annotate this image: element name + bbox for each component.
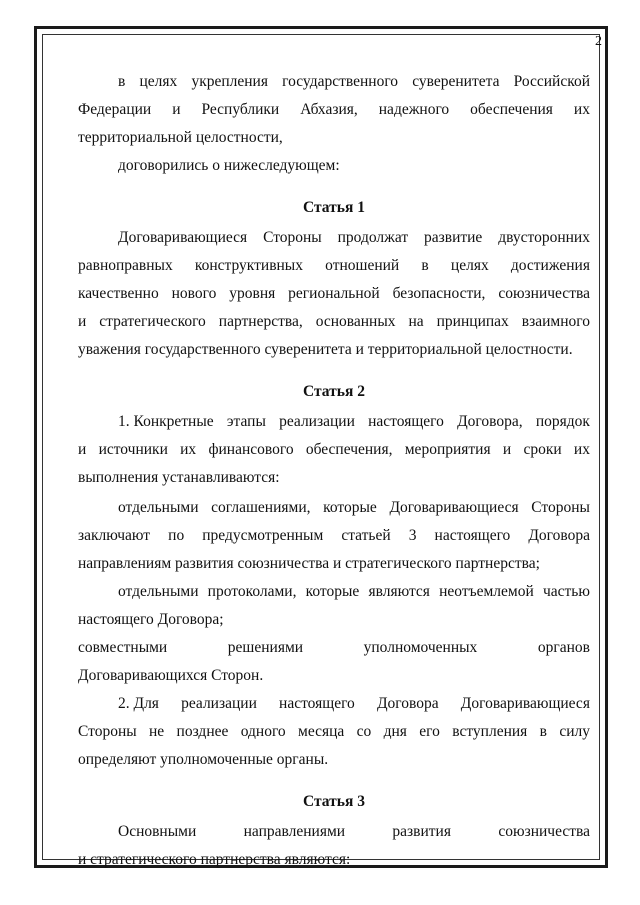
word: мероприятия: [404, 441, 491, 458]
word: сроки: [523, 441, 562, 458]
word: Стороны: [531, 499, 590, 516]
word: заключают: [78, 527, 151, 544]
article-2-p5-line-2: [78, 722, 590, 742]
page-number: 2: [595, 34, 602, 49]
word: соглашениями,: [211, 499, 311, 516]
word: обеспечения: [470, 101, 553, 118]
word: партнерства,: [218, 313, 303, 330]
article-2-p3-line-2: настоящего Договора;: [78, 611, 224, 628]
article-2-p1-line-1: [118, 412, 590, 432]
article-2-p4-line-1: [78, 638, 590, 658]
article-2-p2-line-1: [118, 498, 590, 518]
word: суверенитета: [412, 73, 500, 90]
article-2-p1-line-2: [78, 440, 590, 460]
word: и: [78, 313, 87, 330]
word: со: [356, 723, 372, 740]
word: месяца: [298, 723, 345, 740]
word: целях: [139, 73, 178, 90]
word: Российской: [513, 73, 590, 90]
word: их: [573, 101, 590, 118]
word: качественно: [78, 285, 159, 302]
word: союзничества: [498, 285, 590, 302]
word: принципах: [436, 313, 509, 330]
intro-line-1: [118, 72, 590, 92]
word: реализации: [181, 695, 257, 712]
word: достижения: [510, 257, 590, 274]
word: финансового: [208, 441, 294, 458]
word: основанных: [315, 313, 396, 330]
word: целях: [450, 257, 489, 274]
article-2-p5-line-3: определяют уполномоченные органы.: [78, 751, 329, 768]
word: Договора: [376, 695, 439, 712]
article-2-p2-line-3: направлениям развития союзничества и стратегического партнерства;: [78, 555, 540, 572]
word: реализации: [279, 413, 355, 430]
article-2-p1-line-3: выполнения устанавливаются:: [78, 469, 280, 486]
word: надежного: [378, 101, 450, 118]
word: источники: [98, 441, 168, 458]
article-3-heading: Статья 3: [303, 793, 365, 810]
word: настоящего: [368, 413, 444, 430]
word: 2. Для: [118, 695, 159, 712]
word: Договаривающиеся: [118, 229, 248, 246]
word: Договора,: [457, 413, 523, 430]
word: конструктивных: [194, 257, 303, 274]
word: союзничества: [498, 823, 590, 840]
word: в: [421, 257, 429, 274]
word: совместными: [78, 639, 168, 656]
article-2-p2-line-2: [78, 526, 590, 546]
article-1-line-5: уважения государственного суверенитета и территориальной целостности.: [78, 341, 573, 358]
word: настоящего: [434, 527, 511, 544]
word: безопасности,: [392, 285, 486, 302]
word: уполномоченных: [363, 639, 478, 656]
word: которые: [305, 583, 360, 600]
article-2-p4-line-2: Договаривающихся Сторон.: [78, 667, 264, 684]
word: на: [408, 313, 424, 330]
word: равноправных: [78, 257, 173, 274]
article-3-line-1: [118, 822, 590, 842]
word: одного: [240, 723, 286, 740]
word: силу: [559, 723, 590, 740]
article-3-line-2: и стратегического партнерства являются:: [78, 851, 351, 868]
word: Договаривающиеся: [460, 695, 590, 712]
word: Договаривающиеся: [389, 499, 519, 516]
word: их: [180, 441, 197, 458]
word: не: [149, 723, 165, 740]
word: двусторонних: [498, 229, 590, 246]
word: по: [168, 527, 185, 544]
article-1-heading: Статья 1: [303, 199, 365, 216]
word: Республики: [201, 101, 280, 118]
intro-line-3: территориальной целостности,: [78, 129, 283, 146]
word: статьей: [341, 527, 391, 544]
intro-line-2: [78, 100, 590, 120]
word: органов: [537, 639, 590, 656]
word: и: [502, 441, 512, 458]
word: 3: [408, 527, 417, 544]
word: Стороны: [263, 229, 322, 246]
word: вступления: [452, 723, 528, 740]
article-1-line-4: [78, 312, 590, 332]
word: государственного: [282, 73, 399, 90]
word: которые: [323, 499, 377, 516]
word: порядок: [535, 413, 590, 430]
word: 1. Конкретные: [118, 413, 214, 430]
word: и: [78, 441, 87, 458]
word: настоящего: [279, 695, 355, 712]
word: Абхазия,: [300, 101, 358, 118]
word: неотъемлемой: [439, 583, 534, 600]
word: протоколами,: [207, 583, 297, 600]
word: в: [118, 73, 126, 90]
word: направлениями: [243, 823, 346, 840]
word: и: [172, 101, 181, 118]
word: дня: [383, 723, 407, 740]
word: позднее: [176, 723, 229, 740]
article-1-line-3: [78, 284, 590, 304]
article-1-line-1: [118, 228, 590, 248]
word: частью: [542, 583, 590, 600]
article-2-p3-line-1: [118, 582, 590, 602]
article-2-heading: Статья 2: [303, 383, 365, 400]
word: развития: [392, 823, 451, 840]
word: Договора: [528, 527, 590, 544]
word: отношений: [325, 257, 400, 274]
word: уровня: [229, 285, 276, 302]
word: его: [419, 723, 440, 740]
word: отдельными: [118, 583, 199, 600]
word: укрепления: [191, 73, 268, 90]
article-1-line-2: [78, 256, 590, 276]
word: нового: [171, 285, 217, 302]
word: отдельными: [118, 499, 199, 516]
article-2-p5-line-1: [118, 694, 590, 714]
word: их: [573, 441, 590, 458]
word: продолжат: [337, 229, 409, 246]
word: Федерации: [78, 101, 152, 118]
word: этапы: [226, 413, 266, 430]
word: стратегического: [99, 313, 206, 330]
word: являются: [368, 583, 430, 600]
word: Основными: [118, 823, 197, 840]
intro-line-4: договорились о нижеследующем:: [118, 157, 340, 174]
word: решениями: [227, 639, 304, 656]
word: в: [539, 723, 547, 740]
word: региональной: [288, 285, 380, 302]
word: предусмотренным: [202, 527, 324, 544]
word: взаимного: [521, 313, 590, 330]
word: развитие: [424, 229, 483, 246]
word: обеспечения,: [305, 441, 393, 458]
word: Стороны: [78, 723, 137, 740]
